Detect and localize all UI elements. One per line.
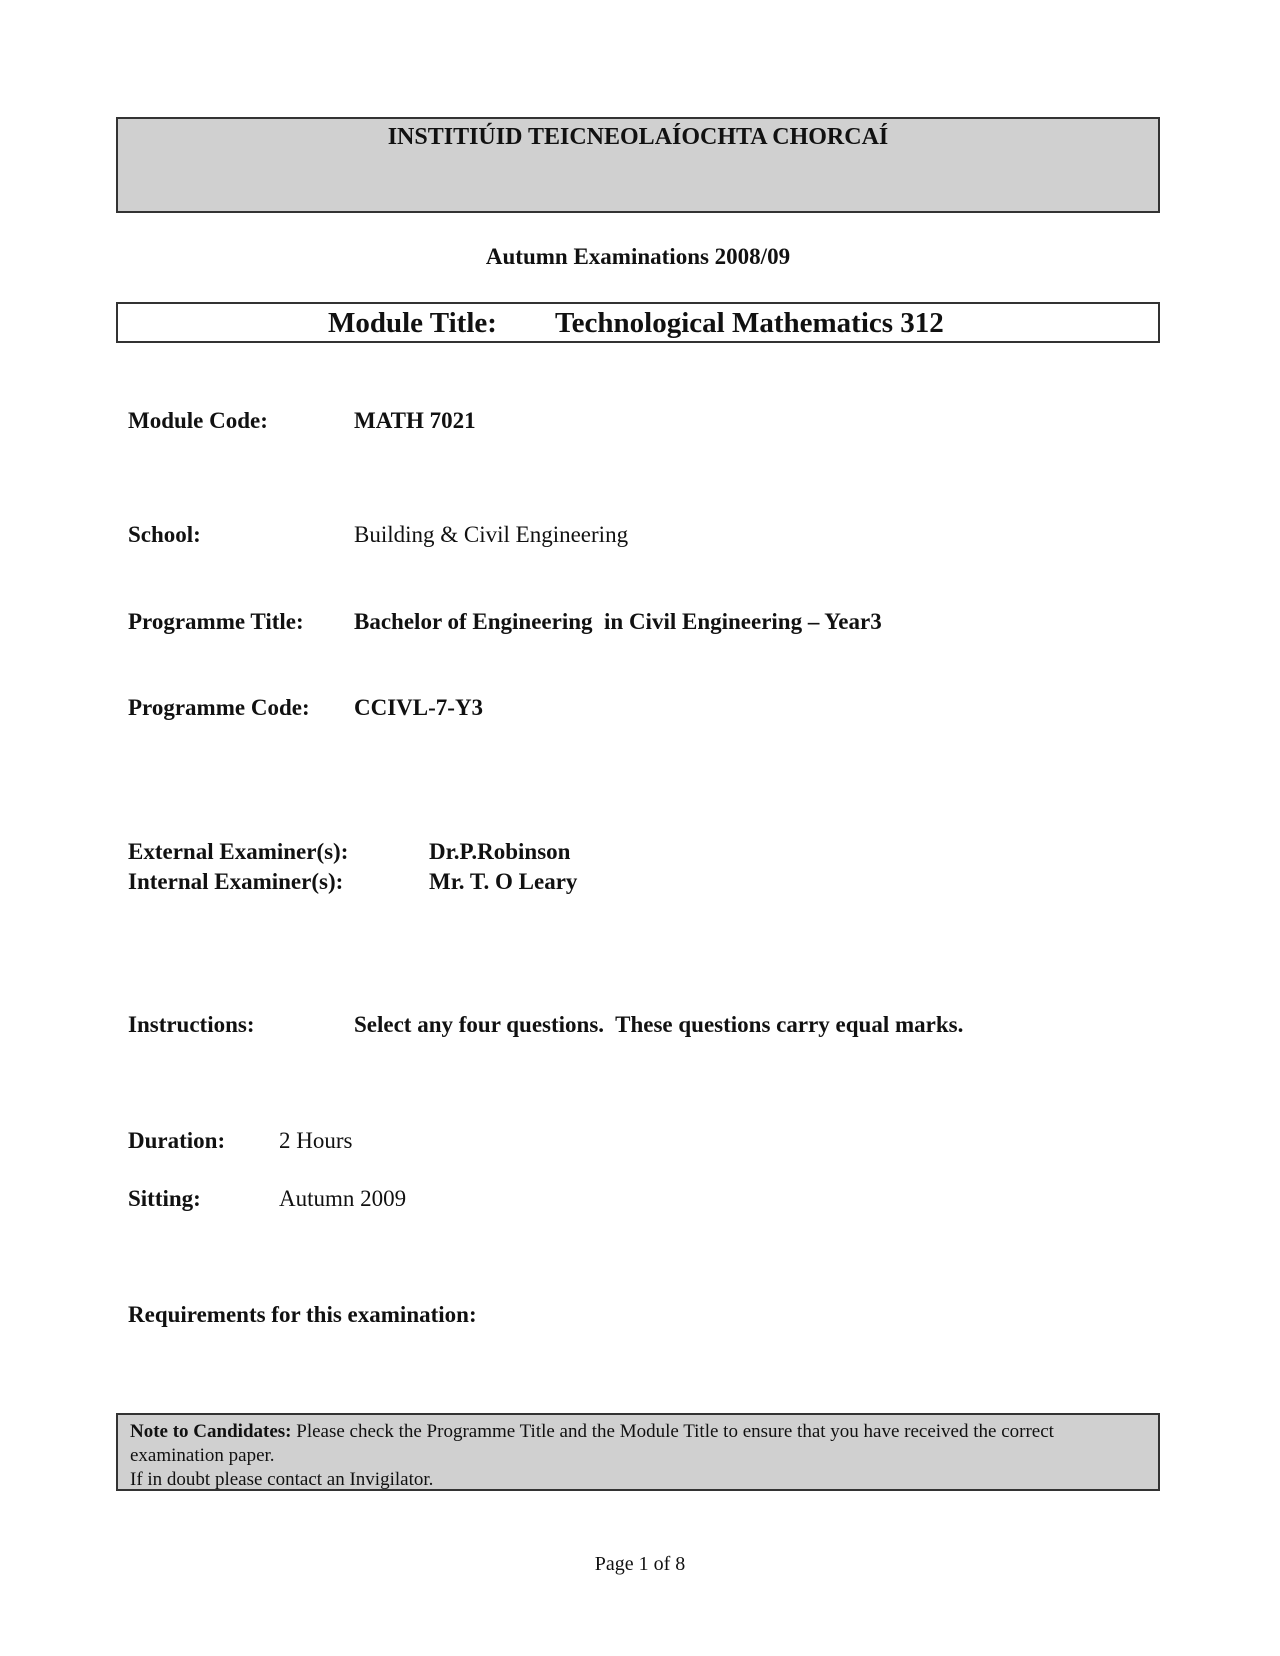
module-title-label: Module Title: (328, 307, 497, 339)
note-lead: Note to Candidates: (130, 1421, 292, 1442)
programme-title-label: Programme Title: (128, 609, 304, 634)
instructions-label: Instructions: (128, 1012, 255, 1037)
duration-value: 2 Hours (279, 1128, 353, 1153)
external-examiner-value: Dr.P.Robinson (429, 839, 571, 864)
internal-examiner-label: Internal Examiner(s): (128, 869, 344, 894)
note-to-candidates (116, 1413, 1160, 1491)
programme-title-value: Bachelor of Engineering in Civil Engineering – Year3 (354, 609, 882, 634)
instructions-value: Select any four questions. These questions carry equal marks. (354, 1012, 964, 1037)
sitting-value: Autumn 2009 (279, 1186, 407, 1211)
programme-code-value: CCIVL-7-Y3 (354, 695, 484, 720)
note-line2: If in doubt please contact an Invigilator. (130, 1469, 434, 1490)
module-title-box (116, 302, 1160, 343)
sitting-label: Sitting: (128, 1186, 201, 1211)
note-text: Please check the Programme Title and the Module Title to ensure that you have received the correct examination paper. (130, 1421, 1054, 1466)
module-code-label: Module Code: (128, 408, 268, 433)
duration-label: Duration: (128, 1128, 226, 1153)
exam-session: Autumn Examinations 2008/09 (485, 244, 791, 269)
institute-name: INSTITIÚID TEICNEOLAÍOCHTA CHORCAÍ (387, 124, 889, 150)
school-value: Building & Civil Engineering (354, 522, 629, 547)
page-number: Page 1 of 8 (594, 1553, 686, 1575)
institute-banner (116, 117, 1160, 213)
school-label: School: (128, 522, 201, 547)
module-code-value: MATH 7021 (354, 408, 476, 433)
external-examiner-label: External Examiner(s): (128, 839, 349, 864)
programme-code-label: Programme Code: (128, 695, 310, 720)
requirements-label: Requirements for this examination: (128, 1302, 477, 1327)
internal-examiner-value: Mr. T. O Leary (429, 869, 578, 894)
module-title-value: Technological Mathematics 312 (555, 307, 944, 339)
